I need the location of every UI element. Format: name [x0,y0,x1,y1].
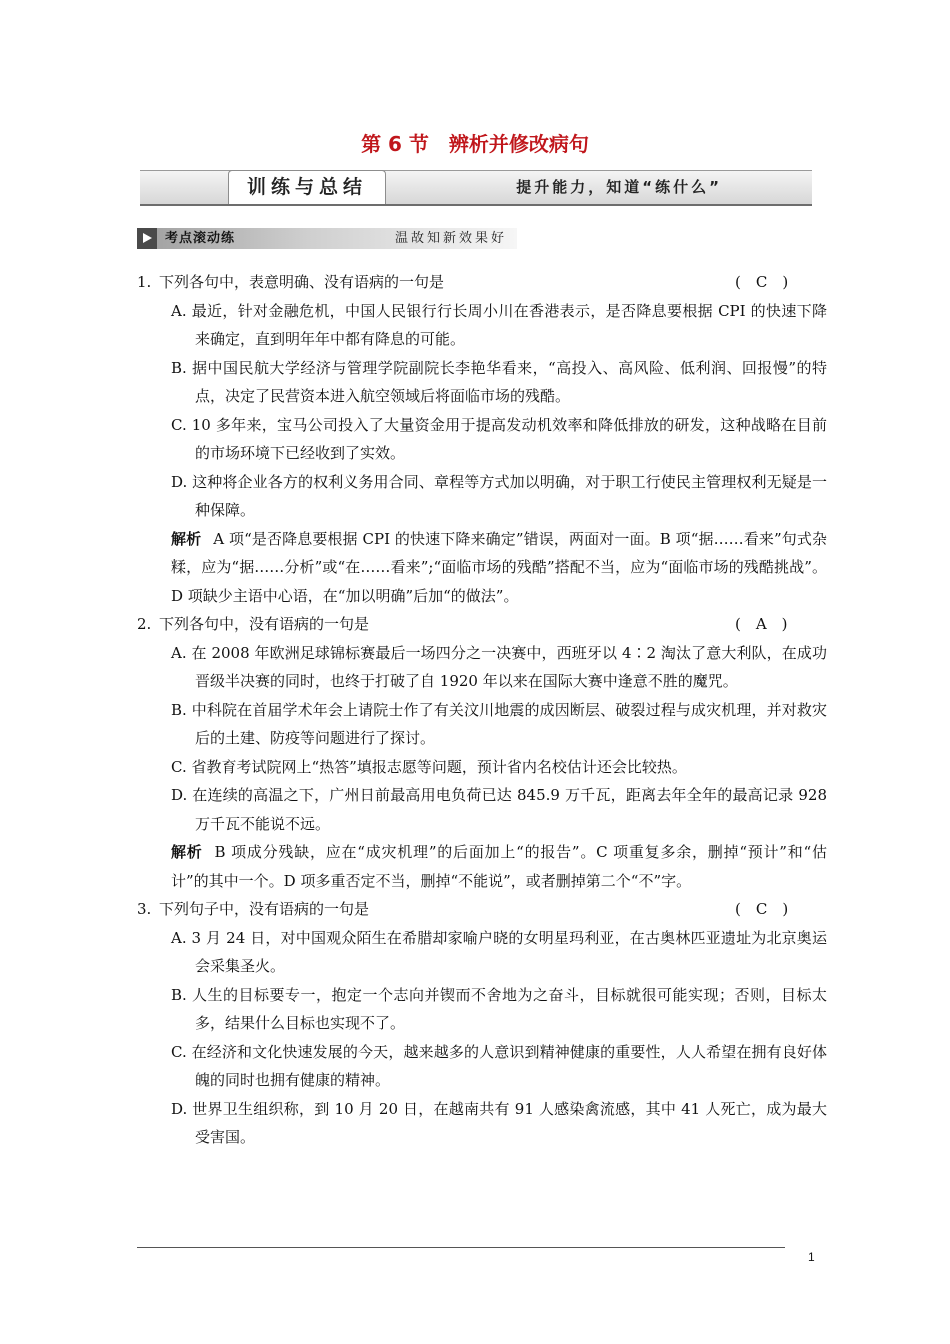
question-3 [137,895,827,1152]
question-2 [137,610,827,895]
page-title: 第 6 节 辨析并修改病句 [361,132,589,156]
question-answer: ( C ) [735,900,789,918]
page-number: 1 [808,1250,815,1264]
section-label: 考点滚动练 [165,231,236,246]
option-c: C. 在经济和文化快速发展的今天，越来越多的人意识到精神健康的重要性，人人希望在拥有良好体魄的同时也拥有健康的精神。 [171,1042,827,1089]
analysis [137,838,827,895]
analysis-text: A 项“是否降息要根据 CPI 的快速下降来确定”错误，两面对一面。B 项“据……看来”句式杂糅，应为“据……分析”或“在……看来”;“面临市场的残酷”搭配不当，应为“面临市场的残酷挑战”。D 项缺少主语中心语，在“加以明确”后加“的做法”。 [171,529,827,605]
option-a: A. 在 2008 年欧洲足球锦标赛最后一场四分之一决赛中，西班牙以 4∶2 淘汰了意大利队，在成功晋级半决赛的同时，也终于打破了自 1920 年以来在国际大赛中逢意不胜的魔咒。 [171,643,827,690]
option-a: A. 3 月 24 日，对中国观众陌生在希腊却家喻户晓的女明星玛利亚，在古奥林匹亚遗址为北京奥运会采集圣火。 [171,928,827,975]
question-text: 下列句子中，没有语病的一句是 [159,900,370,918]
banner-tab: 训练与总结 [228,170,386,204]
question-answer: ( A ) [735,615,788,633]
analysis-text: B 项成分残缺，应在“成灾机理”的后面加上“的报告”。C 项重复多余，删掉“预计”和“估计”的其中一个。D 项多重否定不当，删掉“不能说”，或者删掉第二个“不”字。 [171,843,827,890]
banner-slogan: 提升能力，知道“练什么” [516,178,722,196]
analysis [137,525,827,611]
question-number: 2. [137,615,152,633]
option-d: D. 世界卫生组织称，到 10 月 20 日，在越南共有 91 人感染禽流感，其中 41 人死亡，成为最大受害国。 [171,1099,827,1146]
question-stem [137,895,827,924]
option-c: C. 10 多年来，宝马公司投入了大量资金用于提高发动机效率和降低排放的研发，这种战略在目前的市场环境下已经收到了实效。 [171,415,827,462]
section-banner [140,170,812,206]
option-a: A. 最近，针对金融危机，中国人民银行行长周小川在香港表示，是否降息要根据 CPI 的快速下降来确定，直到明年年中都有降息的可能。 [171,301,827,348]
analysis-label: 解析 [171,843,203,861]
question-stem [137,610,827,639]
question-list [137,268,827,1152]
option-b: B. 据中国民航大学经济与管理学院副院长李艳华看来，“高投入、高风险、低利润、回报慢”的特点，决定了民营资本进入航空领域后将面临市场的残酷。 [171,358,827,405]
option-b: B. 中科院在首届学术年会上请院士作了有关汶川地震的成因断层、破裂过程与成灾机理，并对救灾后的土建、防疫等问题进行了探讨。 [171,700,827,747]
option-d: D. 这种将企业各方的权利义务用合同、章程等方式加以明确，对于职工行使民主管理权利无疑是一种保障。 [171,472,827,519]
section-bar [137,228,517,249]
question-number: 1. [137,273,152,291]
question-stem [137,268,827,297]
option-d: D. 在连续的高温之下，广州日前最高用电负荷已达 845.9 万千瓦，距离去年全年的最高记录 928 万千瓦不能说不远。 [171,786,827,833]
option-b: B. 人生的目标要专一，抱定一个志向并锲而不舍地为之奋斗，目标就很可能实现；否则，目标太多，结果什么目标也实现不了。 [171,985,827,1032]
analysis-label: 解析 [171,529,202,548]
question-text: 下列各句中，表意明确、没有语病的一句是 [159,273,445,291]
question-number: 3. [137,900,152,918]
question-1 [137,268,827,610]
footer-divider [137,1247,785,1248]
question-answer: ( C ) [735,273,789,291]
option-c: C. 省教育考试院网上“热答”填报志愿等问题，预计省内名校估计还会比较热。 [171,757,687,776]
section-subtitle: 温故知新效果好 [394,231,507,246]
play-arrow-icon [137,228,157,249]
question-text: 下列各句中，没有语病的一句是 [159,615,370,633]
